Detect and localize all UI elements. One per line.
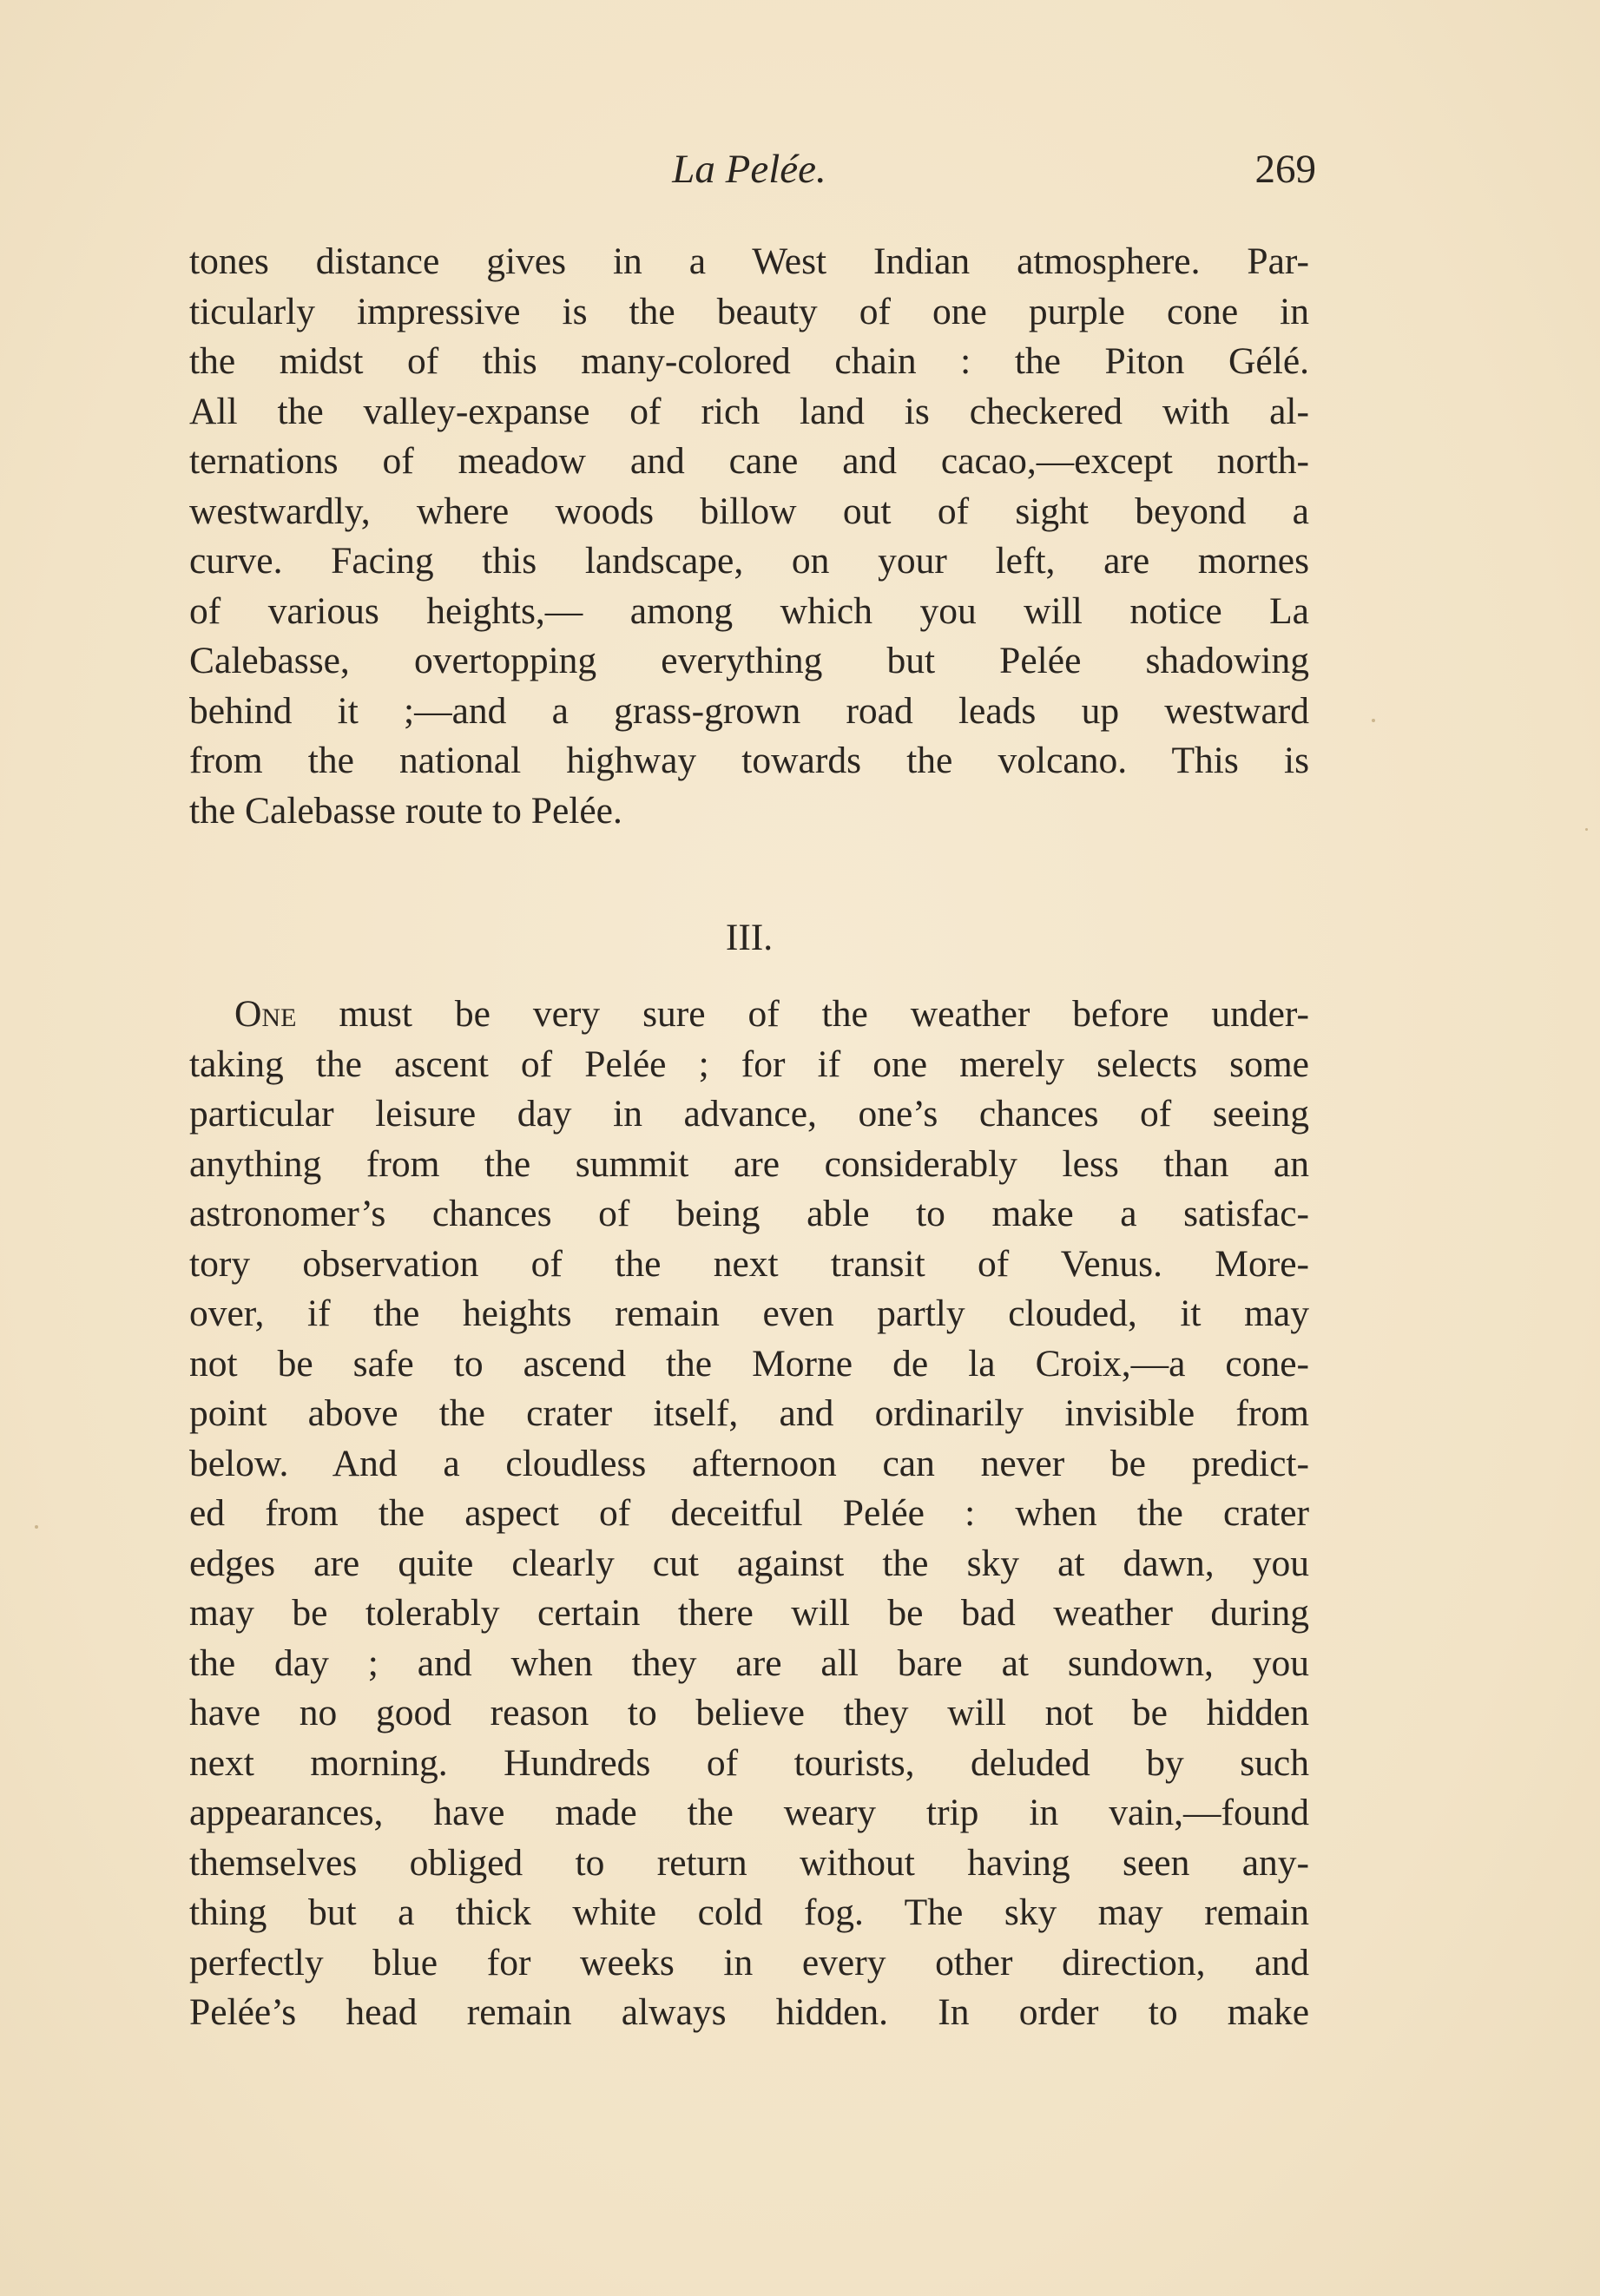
text-line: have no good reason to believe they will not be hidden <box>189 1692 1309 1734</box>
section-heading: III. <box>725 917 774 958</box>
text-line: tory observation of the next transit of Venus. More- <box>189 1242 1309 1285</box>
text-line: All the valley-expanse of rich land is checkered with al- <box>189 390 1309 432</box>
opening-word: One <box>234 993 297 1035</box>
text-line: the day ; and when they are all bare at sundown, you <box>189 1641 1309 1684</box>
first-line <box>234 989 1309 1039</box>
text-line: from the national highway towards the volcano. This is <box>189 740 1309 781</box>
running-head <box>189 139 1316 200</box>
text-line: Calebasse, overtopping everything but Pelée shadowing <box>189 640 1309 681</box>
paper-speck <box>1585 828 1588 831</box>
text-line: Pelée’s head remain always hidden. In order to make <box>189 1991 1309 2033</box>
text-line: perfectly blue for weeks in every other direction, and <box>189 1941 1309 1984</box>
text-line: themselves obliged to return without having seen any- <box>189 1841 1309 1884</box>
text-line: westwardly, where woods billow out of sight beyond a <box>189 490 1309 532</box>
text-line: behind it ;—and a grass-grown road leads up westward <box>189 689 1309 732</box>
text-line: may be tolerably certain there will be bad weather during <box>189 1592 1309 1634</box>
text-line: point above the crater itself, and ordinarily invisible from <box>189 1392 1309 1434</box>
text-line: astronomer’s chances of being able to make a satisfac- <box>189 1193 1309 1234</box>
text-line: curve. Facing this landscape, on your left, are mornes <box>189 540 1309 582</box>
text-line: edges are quite clearly cut against the sky at dawn, you <box>189 1542 1309 1584</box>
text-line: the Calebasse route to Pelée. <box>189 789 622 832</box>
running-title: La Pelée. <box>672 147 826 192</box>
text-line: ticularly impressive is the beauty of one purple cone in <box>189 290 1309 332</box>
text-line: ternations of meadow and cane and cacao,—except north- <box>189 440 1309 482</box>
first-line-text: must be very sure of the weather before under- <box>296 993 1309 1035</box>
text-line: next morning. Hundreds of tourists, deluded by such <box>189 1741 1309 1784</box>
text-line: over, if the heights remain even partly clouded, it may <box>189 1293 1309 1334</box>
text-line: below. And a cloudless afternoon can never be predict- <box>189 1442 1309 1484</box>
text-line: thing but a thick white cold fog. The sky may remain <box>189 1891 1309 1933</box>
paper-speck <box>1372 719 1375 722</box>
text-line: ed from the aspect of deceitful Pelée : when the crater <box>189 1492 1309 1534</box>
text-line: anything from the summit are considerably less than an <box>189 1142 1309 1185</box>
paper-speck <box>35 1525 38 1529</box>
text-line: taking the ascent of Pelée ; for if one merely selects some <box>189 1043 1309 1085</box>
text-line: of various heights,— among which you will notice La <box>189 589 1309 632</box>
text-line: the midst of this many-colored chain : the Piton Gélé. <box>189 340 1309 382</box>
text-line: appearances, have made the weary trip in vain,—found <box>189 1792 1309 1833</box>
page-number: 269 <box>1254 147 1316 192</box>
text-line: not be safe to ascend the Morne de la Croix,—a cone- <box>189 1342 1309 1385</box>
text-line: tones distance gives in a West Indian atmosphere. Par- <box>189 240 1309 282</box>
text-line: particular leisure day in advance, one’s chances of seeing <box>189 1093 1309 1135</box>
